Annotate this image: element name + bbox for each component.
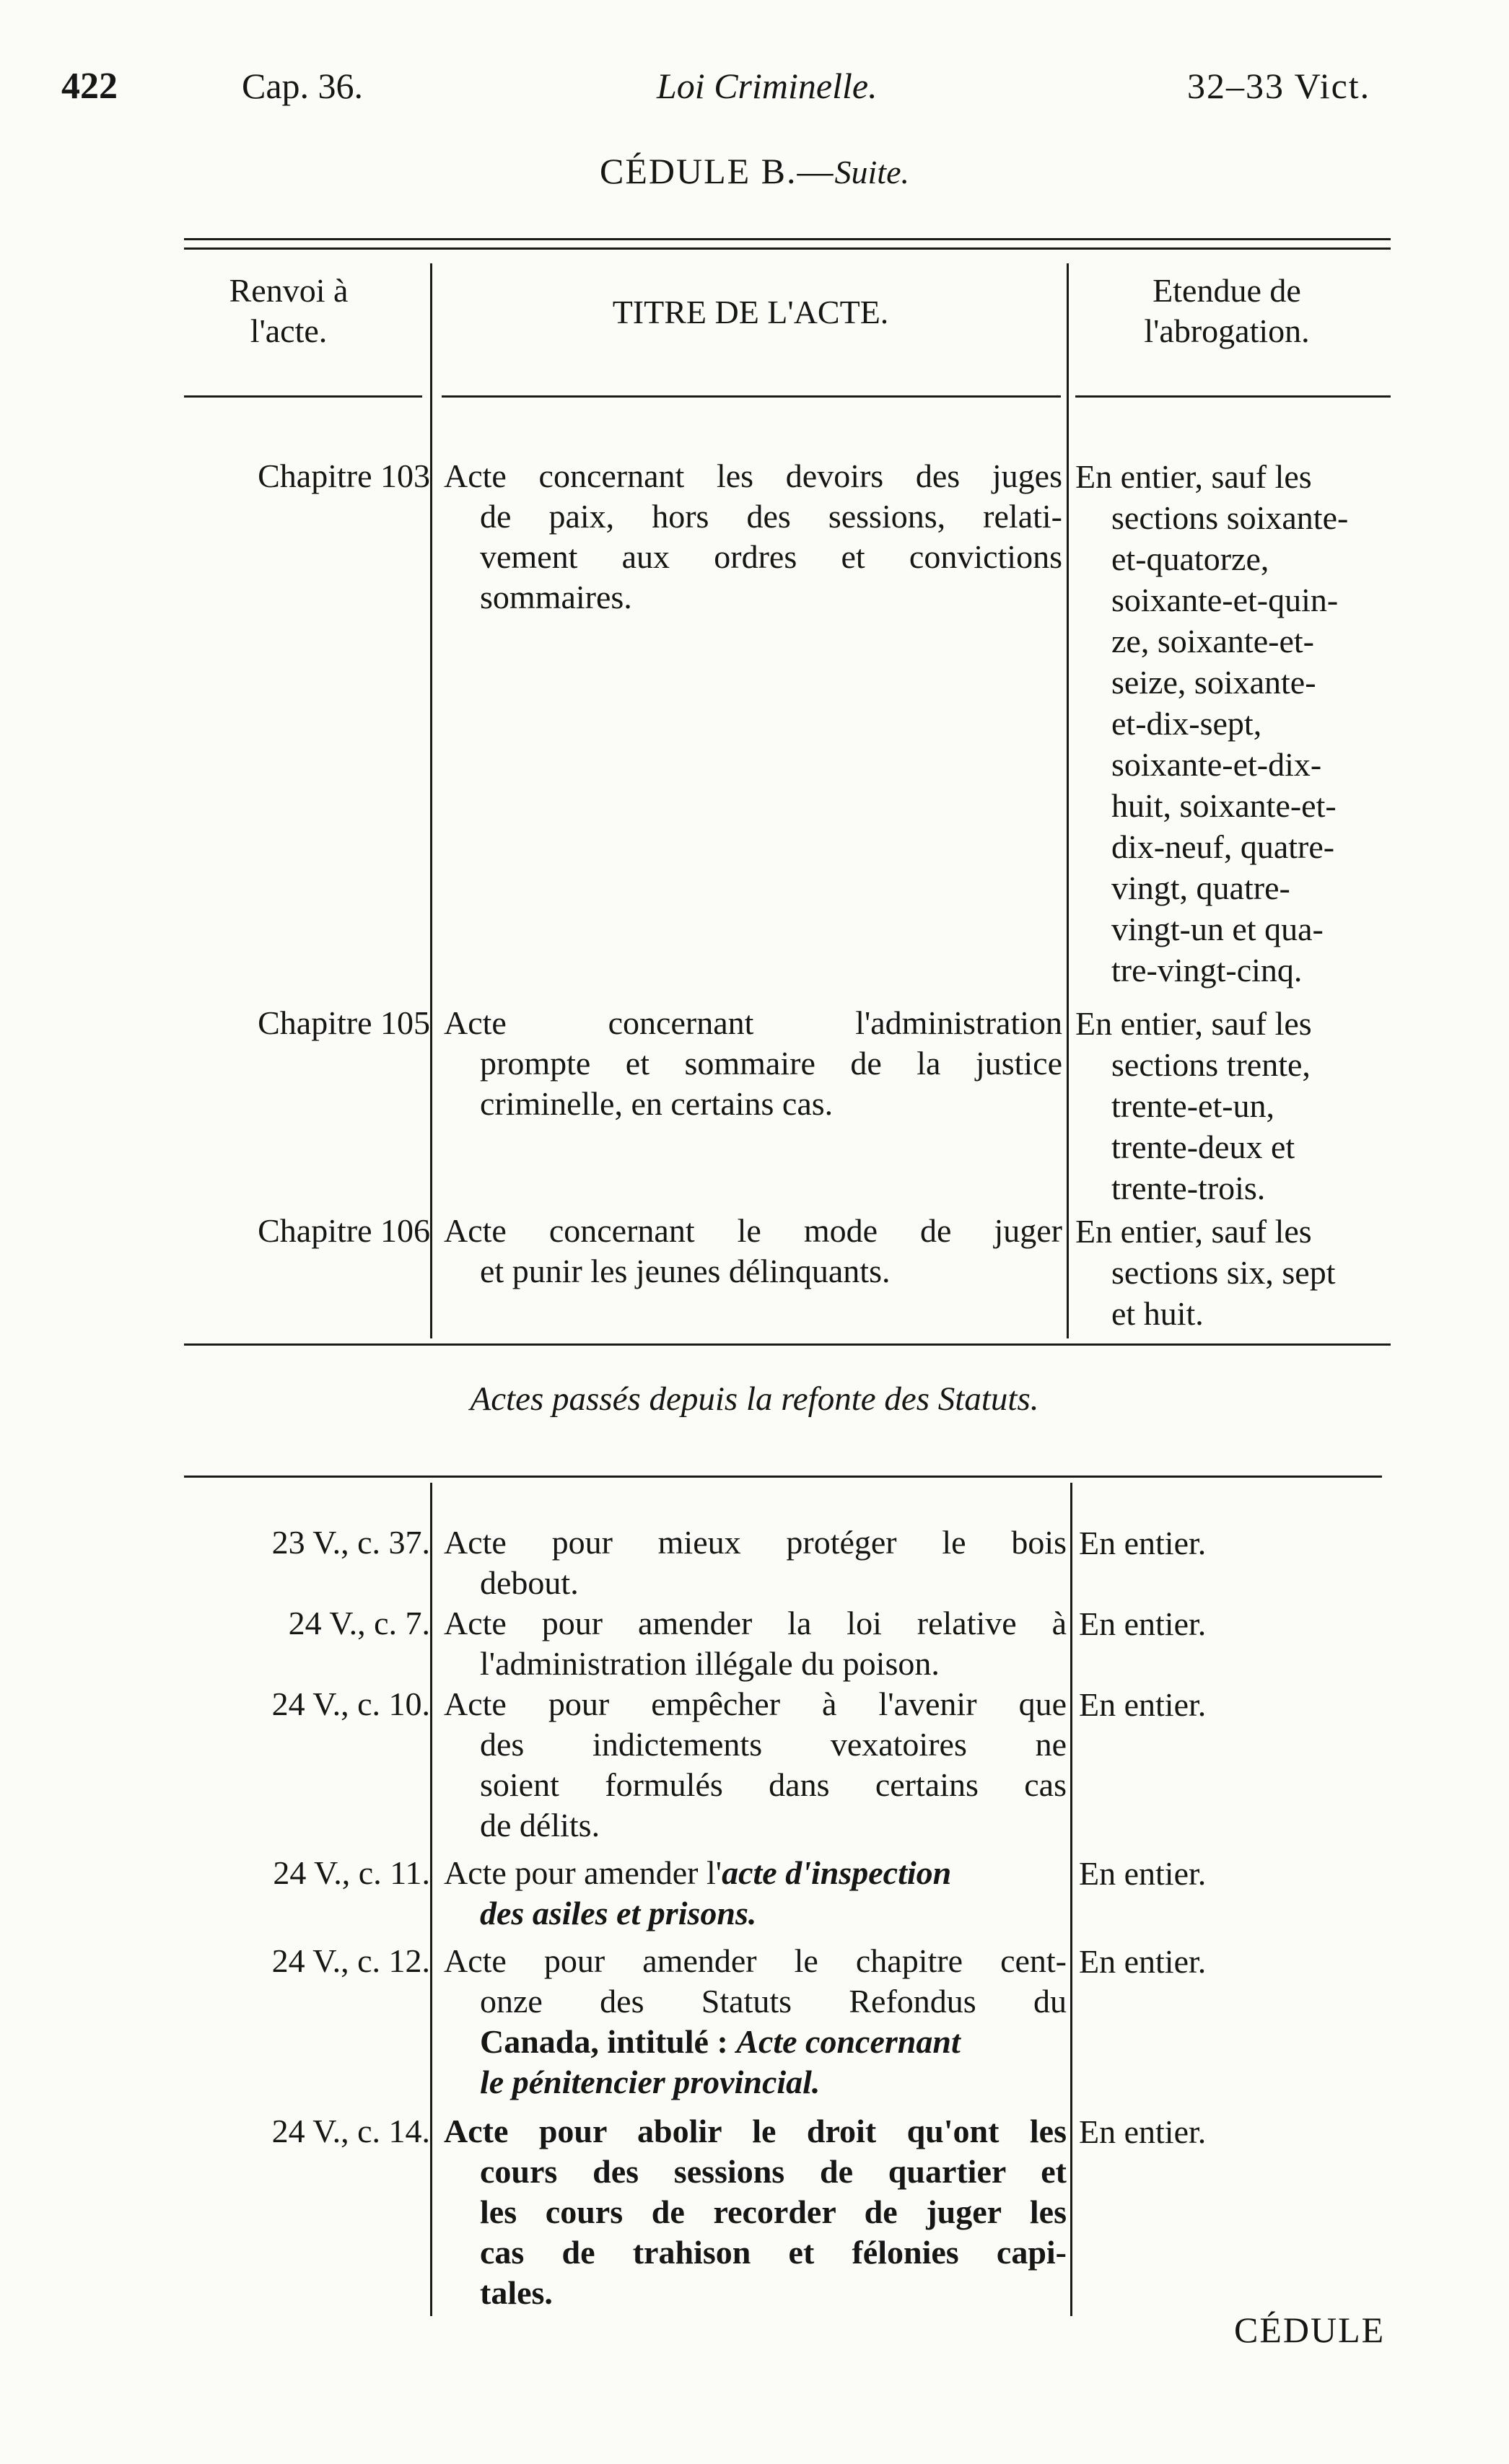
row-title-act-name: des asiles et prisons. (480, 1895, 757, 1932)
column-header-extent-line2: l'abrogation. (1144, 312, 1310, 349)
row-extent-line: trente-et-un, (1111, 1087, 1275, 1124)
row-title-line: Acte pour abolir le droit qu'ont les (444, 2113, 1067, 2149)
row-title-line: criminelle, en certains cas. (480, 1085, 834, 1122)
row-extent-line: soixante-et-dix- (1111, 746, 1322, 783)
row-title-line: Acte concernant l'administration (444, 1004, 1062, 1041)
row-extent-line: seize, soixante- (1111, 664, 1316, 701)
row-title-line: prompte et sommaire de la justice (480, 1045, 1062, 1082)
column-rule-2 (1067, 263, 1069, 1338)
law-title: Loi Criminelle. (657, 66, 878, 106)
row-title-act-name: acte d'inspection (722, 1854, 952, 1891)
row-reference: 24 V., c. 11. (273, 1854, 430, 1891)
row-extent-line: sections soixante- (1111, 499, 1349, 536)
row-extent-line: soixante-et-quin- (1111, 582, 1339, 618)
row-title-act-name: le pénitencier provincial. (480, 2064, 821, 2100)
row-extent-line: dix-neuf, quatre- (1111, 828, 1335, 865)
row-title-line: sommaires. (480, 579, 632, 615)
row-extent: En entier. (1079, 1525, 1207, 1561)
row-extent-line: et huit. (1111, 1295, 1204, 1332)
row-title-line: Acte concernant les devoirs des juges (444, 457, 1062, 494)
column-rule-1 (430, 263, 432, 1338)
row-reference: 24 V., c. 14. (271, 2113, 430, 2149)
column-rule-3 (430, 1483, 432, 2316)
row-reference: Chapitre 103 (258, 457, 430, 494)
row-title-line: Acte pour amender la loi relative à (444, 1605, 1067, 1641)
column-header-reference-line2: l'acte. (250, 312, 328, 349)
column-header-reference (180, 271, 397, 351)
section-subtitle: Actes passés depuis la refonte des Statuts. (470, 1380, 1039, 1418)
top-rule-2 (184, 247, 1391, 250)
row-extent: En entier. (1079, 1943, 1207, 1980)
row-title-line: cas de trahison et félonies capi- (480, 2234, 1067, 2271)
column-header-extent-line1: Etendue de (1152, 272, 1301, 309)
row-reference: 24 V., c. 7. (288, 1605, 430, 1641)
row-title-line: l'administration illégale du poison. (480, 1645, 940, 1682)
row-extent-line: et-dix-sept, (1111, 705, 1262, 742)
row-extent-line: huit, soixante-et- (1111, 787, 1337, 824)
row-title-text: Canada, intitulé : (480, 2023, 737, 2060)
row-extent-line: et-quatorze, (1111, 540, 1269, 577)
row-extent-line: trente-deux et (1111, 1128, 1295, 1165)
row-title-act-name: Acte concernant (736, 2023, 961, 2060)
column-header-title: TITRE DE L'ACTE. (612, 294, 889, 330)
chapter-number: Cap. 36. (242, 66, 364, 106)
row-title-line: Acte concernant le mode de juger (444, 1212, 1062, 1249)
row-extent-line: tre-vingt-cinq. (1111, 952, 1303, 988)
row-title-line: Acte pour amender le chapitre cent- (444, 1942, 1067, 1979)
row-title-line: Acte pour mieux protéger le bois (444, 1524, 1067, 1561)
row-extent: En entier. (1079, 1686, 1207, 1723)
row-reference: Chapitre 106 (258, 1212, 430, 1249)
row-reference: Chapitre 105 (258, 1004, 430, 1041)
row-title-line: onze des Statuts Refondus du (480, 1983, 1067, 2020)
row-extent-line: vingt-un et qua- (1111, 911, 1324, 947)
section2-top-rule (184, 1476, 1382, 1478)
row-title-line: soient formulés dans certains cas (480, 1766, 1067, 1803)
column-rule-4 (1070, 1483, 1072, 2316)
row-extent-line: trente-trois. (1111, 1170, 1266, 1206)
row-title-line: vement aux ordres et convictions (480, 538, 1062, 575)
row-extent: En entier. (1079, 2113, 1207, 2150)
schedule-title-suffix: Suite. (834, 154, 910, 190)
page-number: 422 (61, 66, 118, 107)
row-title-line: des indictements vexatoires ne (480, 1726, 1067, 1763)
row-reference: 24 V., c. 10. (271, 1685, 430, 1722)
row-extent-line: ze, soixante-et- (1111, 623, 1314, 659)
row-reference: 24 V., c. 12. (271, 1942, 430, 1979)
schedule-title (0, 150, 1509, 192)
row-extent: En entier. (1079, 1855, 1207, 1892)
row-extent-line: sections six, sept (1111, 1254, 1336, 1291)
row-title-line: de délits. (480, 1807, 600, 1843)
row-title-text: Acte pour amender l' (444, 1854, 722, 1891)
row-title-line: tales. (480, 2274, 553, 2311)
header-rule-title (442, 395, 1061, 398)
section-rule (184, 1343, 1391, 1346)
row-title-line: cours des sessions de quartier et (480, 2153, 1067, 2190)
header-rule-ref (184, 395, 422, 398)
column-header-reference-line1: Renvoi à (229, 272, 349, 309)
row-extent-line: En entier, sauf les (1075, 458, 1312, 495)
row-title-line: Acte pour empêcher à l'avenir que (444, 1685, 1067, 1722)
row-title-line: les cours de recorder de juger les (480, 2193, 1067, 2230)
catchword: CÉDULE (1234, 2310, 1386, 2350)
schedule-title-main: CÉDULE B.— (599, 151, 835, 191)
row-extent-line: sections trente, (1111, 1046, 1311, 1083)
row-extent-line: En entier, sauf les (1075, 1005, 1312, 1042)
top-rule-1 (184, 238, 1391, 240)
row-extent-line: vingt, quatre- (1111, 869, 1290, 906)
row-title-line (444, 1853, 951, 1893)
header-rule-extent (1075, 395, 1391, 398)
row-title-line: debout. (480, 1564, 579, 1601)
row-title-line (480, 2022, 961, 2062)
column-header-extent (1072, 271, 1382, 351)
row-extent: En entier. (1079, 1605, 1207, 1642)
row-reference: 23 V., c. 37. (271, 1524, 430, 1561)
reign-years: 32–33 Vict. (1187, 66, 1371, 106)
row-title-line: et punir les jeunes délinquants. (480, 1253, 891, 1289)
row-title-line: de paix, hors des sessions, relati- (480, 498, 1062, 535)
row-extent-line: En entier, sauf les (1075, 1213, 1312, 1250)
